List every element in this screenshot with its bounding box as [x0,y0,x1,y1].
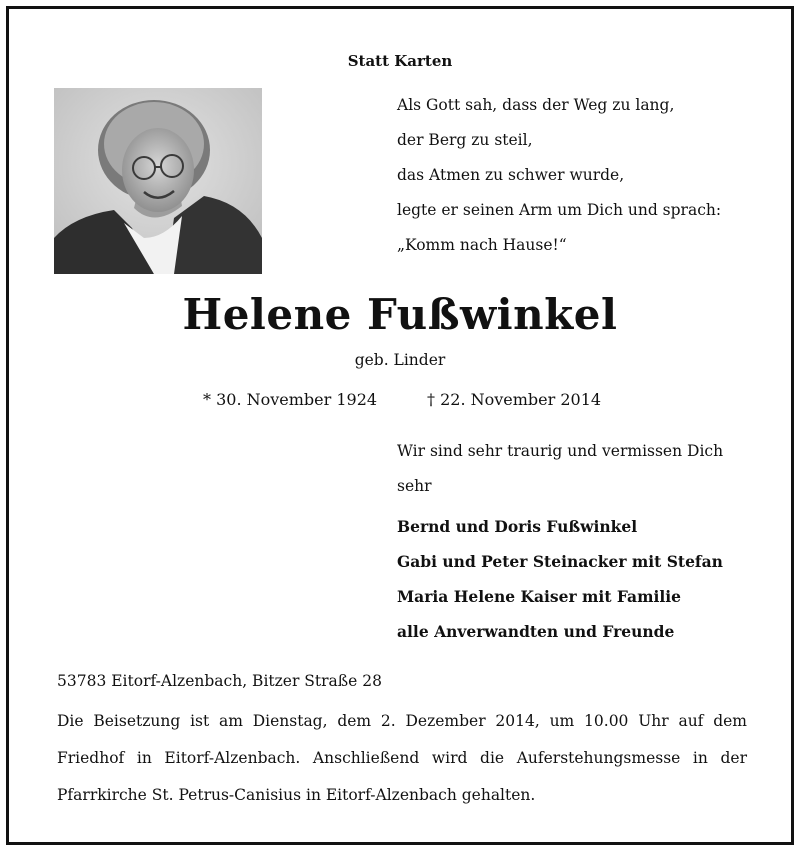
address: 53783 Eitorf-Alzenbach, Bitzer Straße 28 [57,672,382,690]
funeral-details: Die Beisetzung ist am Dienstag, dem 2. Dezember 2014, um 10.00 Uhr auf dem Friedhof in Eitorf-Alzenbach. Anschließend wird die Auferstehungsmesse in der Pfarrkirche St. Petrus-Canisius in Eitorf-Alzenbach gehalten. [57,712,747,804]
poem-line-4: legte er seinen Arm um Dich und sprach: [397,201,722,219]
portrait-photo-icon [54,88,262,274]
mourning-text-line-1: Wir sind sehr traurig und vermissen Dich [397,442,724,460]
poem-line-2: der Berg zu steil, [397,131,533,149]
poem-line-1: Als Gott sah, dass der Weg zu lang, [397,96,675,114]
poem-line-5: „Komm nach Hause!“ [397,236,567,254]
birth-date: * 30. November 1924 [203,390,378,409]
mourning-text-line-2: sehr [397,477,432,495]
mourner-1: Bernd und Doris Fußwinkel [397,517,638,536]
header-label: Statt Karten [347,52,453,70]
death-date: † 22. November 2014 [427,390,602,409]
mourner-2: Gabi und Peter Steinacker mit Stefan [397,552,723,571]
portrait-photo [54,88,262,274]
mourner-4: alle Anverwandten und Freunde [397,622,675,641]
deceased-name: Helene Fußwinkel [182,290,618,339]
poem-line-3: das Atmen zu schwer wurde, [397,166,625,184]
maiden-name: geb. Linder [354,351,446,369]
mourner-3: Maria Helene Kaiser mit Familie [397,587,682,606]
